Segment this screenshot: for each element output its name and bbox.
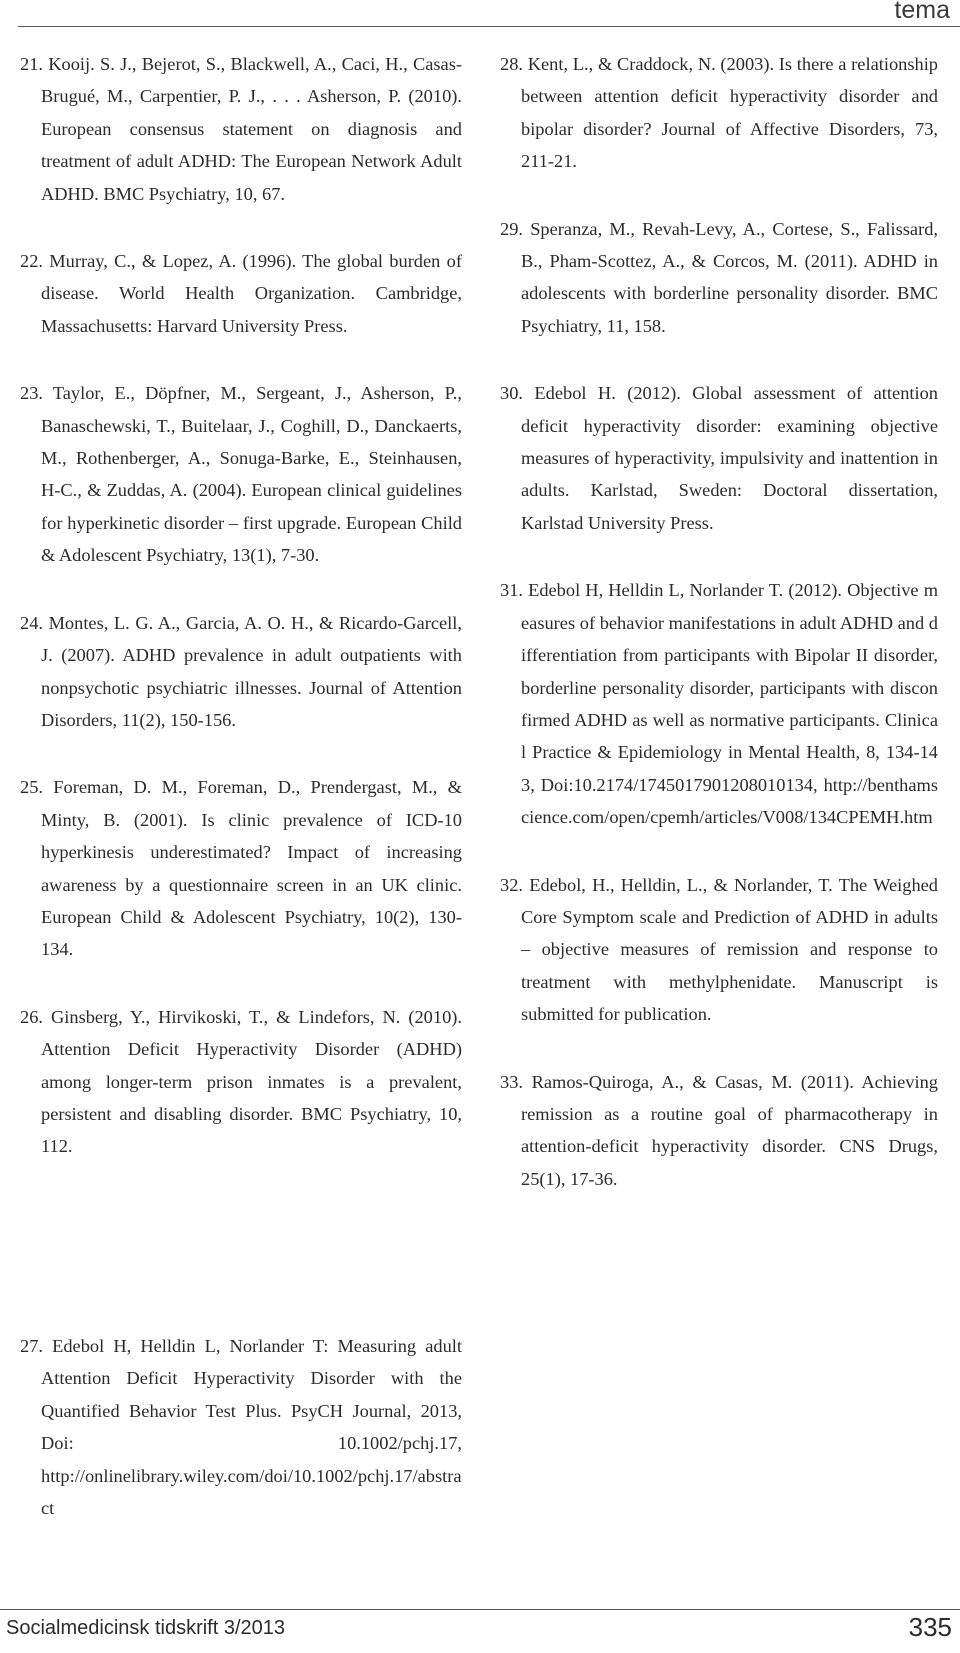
reference-29: 29. Speranza, M., Revah-Levy, A., Cortese, S., Falissard, B., Pham-Scottez, A., & Corcos, M. (2011). ADHD in adolescents with borderline personality disorder. BMC Psychiatry, 11, 158. xyxy=(500,218,938,336)
reference-32: 32. Edebol, H., Helldin, L., & Norlander, T. The Weighed Core Symptom scale and Prediction of ADHD in adults – objective measures of remission and response to treatment with methylphenidate. Manuscript is submitted for publication. xyxy=(500,874,938,1025)
reference-column-bottom xyxy=(20,1330,462,1559)
reference-33: 33. Ramos-Quiroga, A., & Casas, M. (2011). Achieving remission as a routine goal of pharmacotherapy in attention-deficit hyperactivity disorder. CNS Drugs, 25(1), 17-36. xyxy=(500,1071,938,1189)
header-rule xyxy=(18,26,960,27)
reference-31: 31. Edebol H, Helldin L, Norlander T. (2012). Objective measures of behavior manifestations in adult ADHD and differentiation from participants with Bipolar II disorder, borderline personality disorder, participants with disconfirmed ADHD as well as normative participants. Clinical Practice & Epidemiology in Mental Health, 8, 134-143, Doi:10.2174/1745017901208010134, http://benthamscience.com/open/cpemh/articles/V008/134CPEMH.htm xyxy=(500,580,938,828)
reference-22: 22. Murray, C., & Lopez, A. (1996). The global burden of disease. World Health Organization. Cambridge, Massachusetts: Harvard University Press. xyxy=(20,251,462,336)
reference-23: 23. Taylor, E., Döpfner, M., Sergeant, J., Asherson, P., Banaschewski, T., Buitelaar, J., Coghill, D., Danckaerts, M., Rothenberger, A., Sonuga-Barke, E., Steinhausen, H-C., & Zuddas, A. (2004). European clinical guidelines for hyperkinetic disorder – first upgrade. European Child & Adolescent Psychiatry, 13(1), 7-30. xyxy=(20,383,462,566)
section-tag: tema xyxy=(894,0,950,24)
reference-column-right xyxy=(500,48,938,1230)
footer-journal-title: Socialmedicinsk tidskrift 3/2013 xyxy=(6,1617,286,1639)
reference-28: 28. Kent, L., & Craddock, N. (2003). Is there a relationship between attention deficit hyperactivity disorder and bipolar disorder? Journal of Affective Disorders, 73, 211-21. xyxy=(500,54,938,172)
reference-26: 26. Ginsberg, Y., Hirvikoski, T., & Lindefors, N. (2010). Attention Deficit Hyperactivity Disorder (ADHD) among longer-term prison inmates is a prevalent, persistent and disabling disorder. BMC Psychiatry, 10, 112. xyxy=(20,1006,462,1157)
reference-21: 21. Kooij. S. J., Bejerot, S., Blackwell, A., Caci, H., Casas-Brugué, M., Carpentier, P. J., . . . Asherson, P. (2010). European consensus statement on diagnosis and treatment of adult ADHD: The European Network Adult ADHD. BMC Psychiatry, 10, 67. xyxy=(20,54,462,204)
footer-rule xyxy=(0,1609,960,1610)
reference-30: 30. Edebol H. (2012). Global assessment of attention deficit hyperactivity disorder: examining objective measures of hyperactivity, impulsivity and inattention in adults. Karlstad, Sweden: Doctoral dissertation, Karlstad University Press. xyxy=(500,383,938,533)
reference-24: 24. Montes, L. G. A., Garcia, A. O. H., & Ricardo-Garcell, J. (2007). ADHD prevalence in adult outpatients with nonpsychotic psychiatric illnesses. Journal of Attention Disorders, 11(2), 150-156. xyxy=(20,612,462,730)
reference-column-left xyxy=(20,48,462,1198)
reference-25: 25. Foreman, D. M., Foreman, D., Prendergast, M., & Minty, B. (2001). Is clinic prevalence of ICD-10 hyperkinesis underestimated? Impact of increasing awareness by a questionnaire screen in an UK clinic. European Child & Adolescent Psychiatry, 10(2), 130-134. xyxy=(20,777,462,960)
reference-27: 27. Edebol H, Helldin L, Norlander T: Measuring adult Attention Deficit Hyperactivity Disorder with the Quantified Behavior Test Plus. PsyCH Journal, 2013, Doi: 10.1002/pchj.17, http://onlinelibrary.wiley.com/doi/10.1002/pchj.17/abstract xyxy=(20,1336,462,1519)
page-number: 335 xyxy=(908,1612,952,1642)
